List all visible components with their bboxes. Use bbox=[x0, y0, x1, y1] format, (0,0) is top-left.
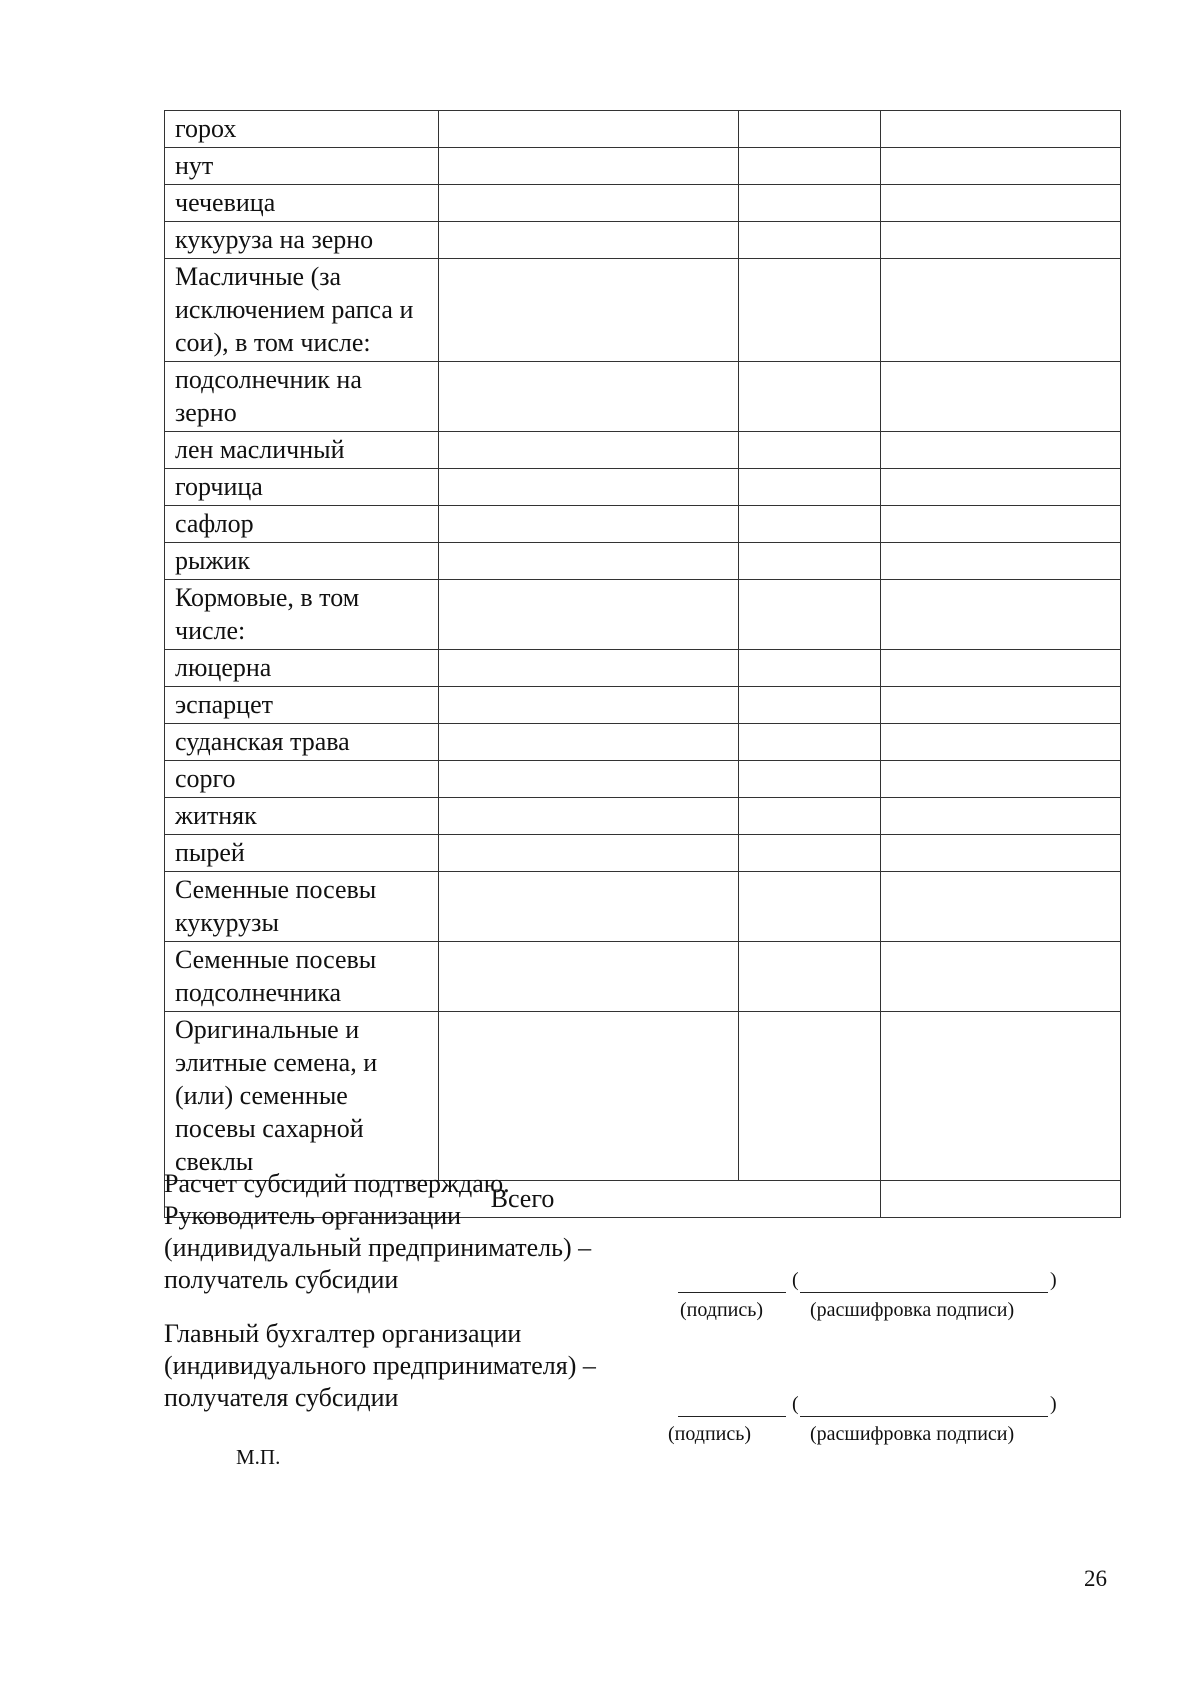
head-title-line1: Руководитель организации bbox=[164, 1201, 462, 1230]
decode-line bbox=[800, 1416, 1048, 1417]
accountant-title-line2: (индивидуального предпринимателя) – bbox=[164, 1351, 596, 1380]
empty-cell bbox=[439, 1012, 739, 1181]
signature-line bbox=[678, 1416, 786, 1417]
empty-cell bbox=[439, 761, 739, 798]
crop-name-cell: горчица bbox=[165, 469, 439, 506]
empty-cell bbox=[881, 687, 1121, 724]
table-row bbox=[165, 506, 1121, 543]
table-row bbox=[165, 798, 1121, 835]
table-row bbox=[165, 724, 1121, 761]
crop-name-cell: пырей bbox=[165, 835, 439, 872]
empty-cell bbox=[439, 798, 739, 835]
total-value-cell bbox=[881, 1181, 1121, 1218]
empty-cell bbox=[739, 111, 881, 148]
table-row bbox=[165, 650, 1121, 687]
table-row bbox=[165, 469, 1121, 506]
accountant-title-line1: Главный бухгалтер организации bbox=[164, 1319, 522, 1348]
table-row bbox=[165, 259, 1121, 362]
signature-caption: (подпись) bbox=[680, 1299, 764, 1321]
empty-cell bbox=[739, 148, 881, 185]
decode-caption: (расшифровка подписи) bbox=[810, 1299, 1015, 1321]
crop-name-cell: эспарцет bbox=[165, 687, 439, 724]
confirmation-block bbox=[164, 1168, 596, 1414]
empty-cell bbox=[881, 506, 1121, 543]
empty-cell bbox=[881, 798, 1121, 835]
open-paren: ( bbox=[792, 1393, 799, 1415]
table-row bbox=[165, 942, 1121, 1012]
accountant-title-line3: получателя субсидии bbox=[164, 1383, 399, 1412]
empty-cell bbox=[439, 111, 739, 148]
crop-name-cell: Масличные (за исключением рапса и сои), в том числе: bbox=[165, 259, 439, 362]
empty-cell bbox=[439, 835, 739, 872]
crop-name-cell: лен масличный bbox=[165, 432, 439, 469]
empty-cell bbox=[881, 148, 1121, 185]
empty-cell bbox=[439, 432, 739, 469]
table-row bbox=[165, 148, 1121, 185]
decode-caption: (расшифровка подписи) bbox=[810, 1423, 1015, 1445]
crop-name-cell: кукуруза на зерно bbox=[165, 222, 439, 259]
empty-cell bbox=[739, 543, 881, 580]
empty-cell bbox=[739, 798, 881, 835]
table-row bbox=[165, 761, 1121, 798]
crop-name-cell: сафлор bbox=[165, 506, 439, 543]
decode-line bbox=[800, 1292, 1048, 1293]
table-row bbox=[165, 362, 1121, 432]
empty-cell bbox=[881, 543, 1121, 580]
table-row bbox=[165, 222, 1121, 259]
empty-cell bbox=[439, 469, 739, 506]
confirm-text: Расчет субсидий подтверждаю. bbox=[164, 1169, 510, 1198]
empty-cell bbox=[881, 469, 1121, 506]
table-row bbox=[165, 185, 1121, 222]
empty-cell bbox=[881, 872, 1121, 942]
crop-name-cell: Кормовые, в том числе: bbox=[165, 580, 439, 650]
empty-cell bbox=[739, 432, 881, 469]
empty-cell bbox=[739, 259, 881, 362]
empty-cell bbox=[739, 580, 881, 650]
empty-cell bbox=[739, 687, 881, 724]
crop-name-cell: чечевица bbox=[165, 185, 439, 222]
table-row bbox=[165, 580, 1121, 650]
empty-cell bbox=[881, 724, 1121, 761]
empty-cell bbox=[881, 942, 1121, 1012]
crop-name-cell: Семенные посевы кукурузы bbox=[165, 872, 439, 942]
empty-cell bbox=[739, 222, 881, 259]
empty-cell bbox=[739, 469, 881, 506]
empty-cell bbox=[439, 506, 739, 543]
empty-cell bbox=[739, 1012, 881, 1181]
empty-cell bbox=[881, 222, 1121, 259]
crop-name-cell: сорго bbox=[165, 761, 439, 798]
empty-cell bbox=[739, 835, 881, 872]
empty-cell bbox=[881, 432, 1121, 469]
close-paren: ) bbox=[1050, 1269, 1057, 1291]
empty-cell bbox=[739, 362, 881, 432]
signature-caption: (подпись) bbox=[668, 1423, 752, 1445]
head-signature-block bbox=[668, 1268, 1064, 1321]
empty-cell bbox=[881, 111, 1121, 148]
empty-cell bbox=[739, 724, 881, 761]
table-row bbox=[165, 543, 1121, 580]
empty-cell bbox=[739, 942, 881, 1012]
table-row bbox=[165, 872, 1121, 942]
crop-name-cell: житняк bbox=[165, 798, 439, 835]
empty-cell bbox=[881, 580, 1121, 650]
head-title-line3: получатель субсидии bbox=[164, 1265, 399, 1294]
stamp-label: М.П. bbox=[236, 1445, 281, 1469]
table-row bbox=[165, 687, 1121, 724]
crop-table bbox=[164, 110, 1121, 1218]
accountant-signature-block bbox=[668, 1392, 1064, 1445]
empty-cell bbox=[439, 259, 739, 362]
empty-cell bbox=[439, 185, 739, 222]
empty-cell bbox=[439, 872, 739, 942]
empty-cell bbox=[439, 362, 739, 432]
empty-cell bbox=[439, 724, 739, 761]
empty-cell bbox=[739, 872, 881, 942]
table-row bbox=[165, 835, 1121, 872]
empty-cell bbox=[739, 650, 881, 687]
table-row bbox=[165, 432, 1121, 469]
crop-name-cell: люцерна bbox=[165, 650, 439, 687]
empty-cell bbox=[881, 761, 1121, 798]
empty-cell bbox=[881, 1012, 1121, 1181]
empty-cell bbox=[881, 362, 1121, 432]
crop-name-cell: Семенные посевы подсолнечника bbox=[165, 942, 439, 1012]
page-number: 26 bbox=[1084, 1566, 1107, 1591]
table-row bbox=[165, 1012, 1121, 1181]
table-row bbox=[165, 111, 1121, 148]
crop-name-cell: горох bbox=[165, 111, 439, 148]
empty-cell bbox=[881, 185, 1121, 222]
empty-cell bbox=[439, 942, 739, 1012]
empty-cell bbox=[881, 835, 1121, 872]
head-title-line2: (индивидуальный предприниматель) – bbox=[164, 1233, 592, 1262]
close-paren: ) bbox=[1050, 1393, 1057, 1415]
crop-name-cell: подсолнечник на зерно bbox=[165, 362, 439, 432]
crop-name-cell: Оригинальные и элитные семена, и (или) семенные посевы сахарной свеклы bbox=[165, 1012, 439, 1181]
empty-cell bbox=[439, 650, 739, 687]
empty-cell bbox=[439, 580, 739, 650]
empty-cell bbox=[739, 185, 881, 222]
crop-name-cell: суданская трава bbox=[165, 724, 439, 761]
empty-cell bbox=[439, 543, 739, 580]
total-label: Всего bbox=[165, 1181, 881, 1218]
empty-cell bbox=[439, 148, 739, 185]
empty-cell bbox=[439, 222, 739, 259]
crop-name-cell: нут bbox=[165, 148, 439, 185]
empty-cell bbox=[739, 506, 881, 543]
crop-name-cell: рыжик bbox=[165, 543, 439, 580]
empty-cell bbox=[881, 259, 1121, 362]
empty-cell bbox=[881, 650, 1121, 687]
empty-cell bbox=[739, 761, 881, 798]
signature-line bbox=[678, 1292, 786, 1293]
open-paren: ( bbox=[792, 1269, 799, 1291]
empty-cell bbox=[439, 687, 739, 724]
